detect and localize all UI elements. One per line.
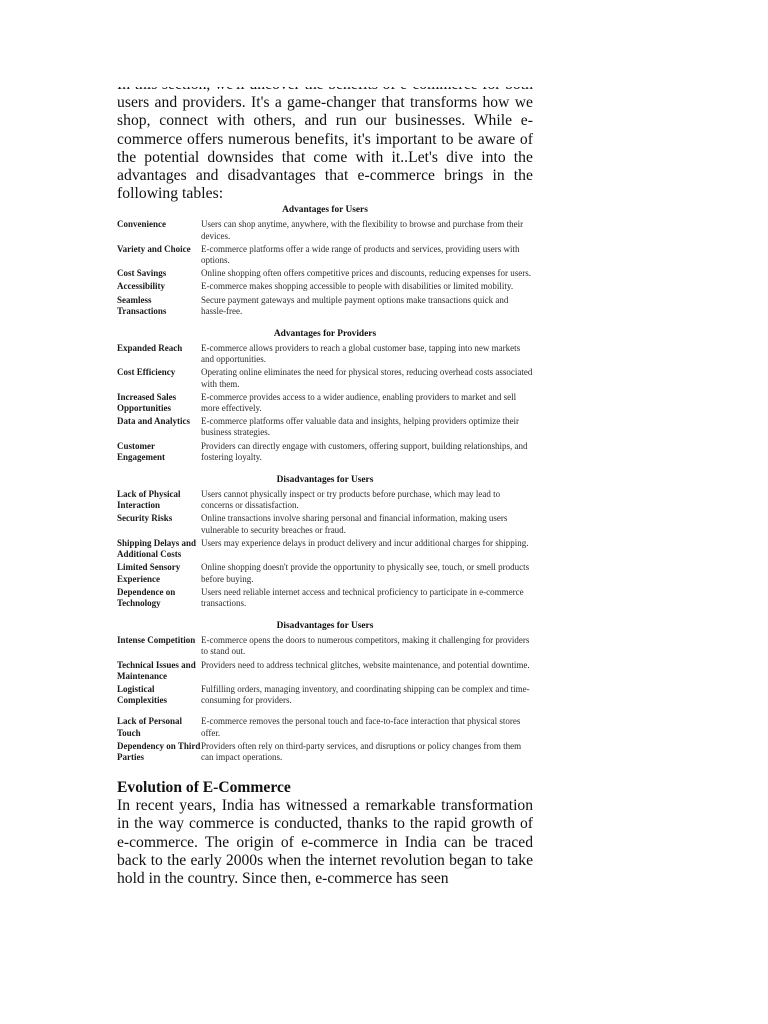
row-description: Providers often rely on third-party services, and disruptions or policy changes from them can impact operations. [201,740,522,762]
row-term: Limited Sensory Experience [117,562,181,584]
table-section [117,329,533,463]
table-row [117,441,533,463]
table-row [117,587,533,609]
row-description: Operating online eliminates the need for physical stores, reducing overhead costs associated with them. [201,367,533,389]
table-row [117,741,533,763]
row-term: Logistical Complexities [117,683,167,706]
page-content [117,76,533,888]
table-row [117,392,533,414]
table-title: Advantages for Users [282,205,368,216]
row-term: Lack of Personal Touch [117,716,182,738]
row-term: Cost Savings [117,268,167,279]
table-title: Disadvantages for Users [276,621,374,632]
row-description: Providers need to address technical glitches, website maintenance, and potential downtime. [201,659,530,670]
row-term: Variety and Choice [117,243,191,254]
row-description: Users can shop anytime, anywhere, with the flexibility to browse and purchase from their devices. [201,219,524,241]
row-term: Cost Efficiency [117,367,176,378]
table-section [117,475,533,609]
table-row [117,513,533,535]
evolution-paragraph: In recent years, India has witnessed a remarkable transformation in the way commerce is conducted, thanks to the rapid growth of e-commerce. The origin of e-commerce in India can be traced back to the early 2000s when the internet revolution began to take hold in the country. Since then, e-commerce has seen [117,797,533,887]
table-row [117,635,533,657]
row-description: Users cannot physically inspect or try products before purchase, which may lead to concerns or dissatisfaction. [201,489,501,511]
table-row [117,489,533,511]
row-description: Secure payment gateways and multiple payment options make transactions quick and hassle-free. [201,294,509,316]
table-row [117,416,533,438]
table-section [117,621,533,763]
row-term: Shipping Delays and Additional Costs [117,537,197,560]
table-title: Disadvantages for Users [276,475,374,486]
table-row [117,538,533,560]
comparison-tables [117,205,533,763]
table-title: Advantages for Providers [273,329,377,340]
row-description: E-commerce platforms offer valuable data and insights, helping providers optimize their business strategies. [201,416,519,438]
row-description: E-commerce platforms offer a wide range of products and services, providing users with options. [201,243,520,266]
row-description: E-commerce makes shopping accessible to people with disabilities or limited mobility. [201,281,514,292]
table-row [117,367,533,389]
row-description: E-commerce opens the doors to numerous competitors, making it challenging for providers to stand out. [201,635,530,657]
row-description: Online shopping often offers competitive prices and discounts, reducing expenses for users. [201,268,532,279]
row-description: Online shopping doesn't provide the opportunity to physically see, touch, or smell products before buying. [201,562,530,584]
evolution-heading: Evolution of E-Commerce [117,779,291,797]
row-term: Seamless Transactions [117,294,167,316]
table-row [117,295,533,317]
row-description: Users need reliable internet access and technical proficiency to participate in e-commerce transactions. [201,586,524,608]
table-section [117,205,533,317]
table-row [117,343,533,365]
table-row [117,684,533,706]
row-description: Fulfilling orders, managing inventory, and coordinating shipping can be complex and time-consuming for providers. [201,683,530,706]
row-term: Data and Analytics [117,416,191,427]
row-term: Convenience [117,219,166,230]
table-row [117,716,533,738]
row-term: Dependence on Technology [117,586,176,608]
table-row [117,219,533,241]
row-term: Accessibility [117,281,165,292]
row-term: Increased Sales Opportunities [117,391,177,414]
row-description: E-commerce removes the personal touch and face-to-face interaction that physical stores offer. [201,716,521,738]
table-row [117,660,533,682]
row-description: E-commerce allows providers to reach a global customer base, tapping into new markets and opportunities. [201,343,521,365]
row-term: Expanded Reach [117,343,183,354]
intro-paragraph: users and providers. It's a game-changer that transforms how we shop, connect with others, and run our businesses. While e-commerce offers numerous benefits, it's important to be aware of the potential downsides that come with it..Let's dive into the advantages and disadvantages that e-commerce brings in the following tables: [117,94,533,203]
table-row [117,268,533,279]
row-description: Online transactions involve sharing personal and financial information, making users vulnerable to security breaches or fraud. [201,513,508,535]
row-term: Lack of Physical Interaction [117,489,181,511]
row-term: Security Risks [117,513,173,524]
table-row [117,281,533,292]
row-description: Users may experience delays in product delivery and incur additional charges for shipping. [201,537,529,548]
row-term: Intense Competition [117,635,196,646]
table-row [117,244,533,266]
row-term: Dependency on Third Parties [117,740,201,762]
row-term: Customer Engagement [117,440,165,462]
row-description: Providers can directly engage with customers, offering support, building relationships, and fostering loyalty. [201,440,528,462]
scan-top-crop [0,0,768,87]
row-description: E-commerce provides access to a wider audience, enabling providers to market and sell more effectively. [201,391,517,414]
table-row [117,562,533,584]
row-term: Technical Issues and Maintenance [117,659,196,681]
